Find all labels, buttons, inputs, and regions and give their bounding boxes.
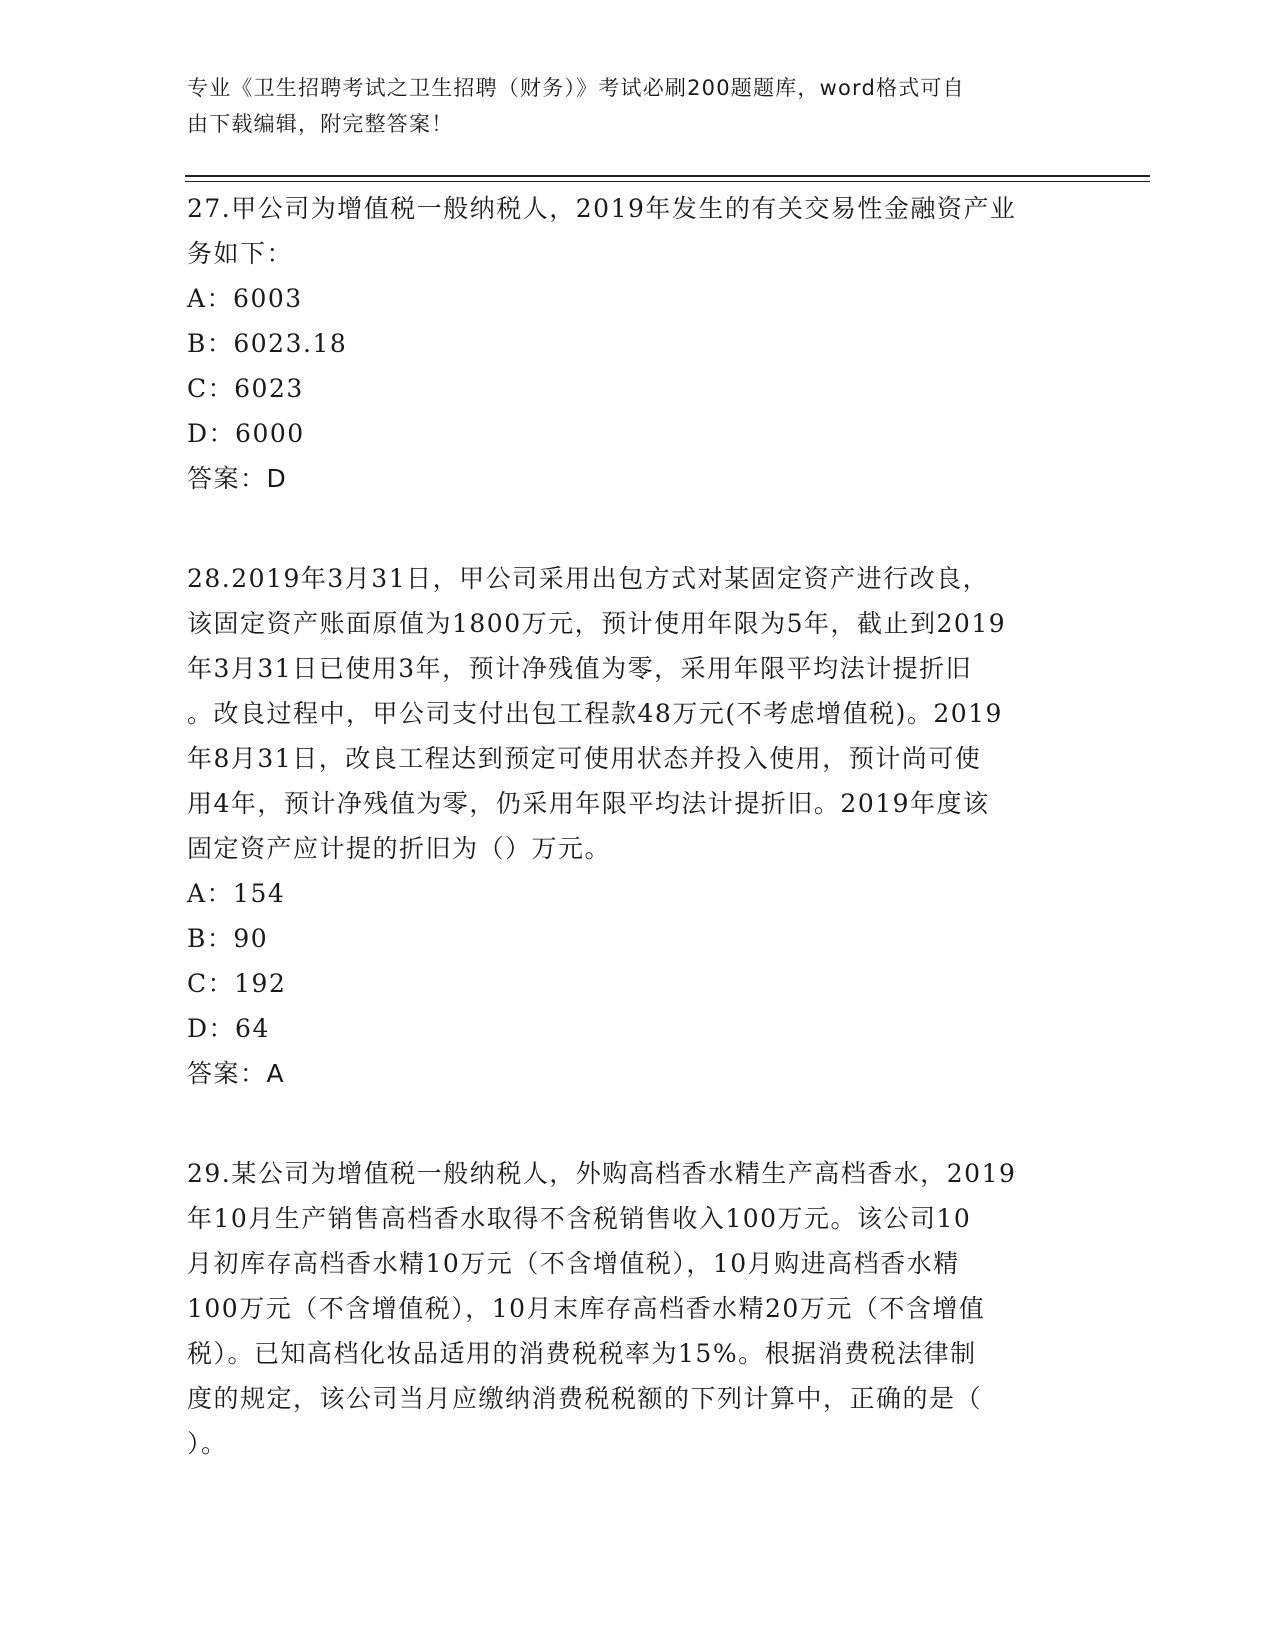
- question-line: 度的规定，该公司当月应缴纳消费税税额的下列计算中，正确的是（: [187, 1384, 983, 1413]
- question-line: 年3月31日已使用3年，预计净残值为零，采用年限平均法计提折旧: [187, 654, 973, 683]
- question-line: 29.某公司为增值税一般纳税人，外购高档香水精生产高档香水，2019: [187, 1159, 1017, 1188]
- header-line-2: 由下载编辑，附完整答案！: [187, 112, 454, 136]
- question-line: 固定资产应计提的折旧为（）万元。: [187, 834, 612, 863]
- question-line: 28.2019年3月31日，甲公司采用出包方式对某固定资产进行改良，: [187, 564, 990, 593]
- option-d: D：64: [187, 1014, 270, 1043]
- question-line: 务如下：: [187, 239, 294, 268]
- header-divider-thin: [185, 181, 1150, 182]
- question-line: 税）。已知高档化妆品适用的消费税税率为15%。根据消费税法律制: [187, 1339, 977, 1368]
- option-a: A：6003: [187, 284, 303, 313]
- option-c: C：192: [187, 969, 287, 998]
- header-divider: [185, 175, 1150, 177]
- answer-line: 答案：A: [187, 1059, 286, 1088]
- question-line: 该固定资产账面原值为1800万元，预计使用年限为5年，截止到2019: [187, 609, 1007, 638]
- header-line-1: 专业《卫生招聘考试之卫生招聘（财务）》考试必刷200题题库，word格式可自: [187, 76, 965, 100]
- spacer: [187, 1096, 1087, 1151]
- question-line: 用4年，预计净残值为零，仍采用年限平均法计提折旧。2019年度该: [187, 789, 990, 818]
- question-line: 100万元（不含增值税），10月末库存高档香水精20万元（不含增值: [187, 1294, 986, 1323]
- question-29: [187, 1151, 1087, 1466]
- question-list: [187, 186, 1087, 1466]
- question-line: 27.甲公司为增值税一般纳税人，2019年发生的有关交易性金融资产业: [187, 194, 1017, 223]
- question-line: 年10月生产销售高档香水取得不含税销售收入100万元。该公司10: [187, 1204, 972, 1233]
- question-28: [187, 556, 1087, 1096]
- document-header: [187, 70, 1067, 142]
- option-c: C：6023: [187, 374, 304, 403]
- question-line: 年8月31日，改良工程达到预定可使用状态并投入使用，预计尚可使: [187, 744, 982, 773]
- option-b: B：90: [187, 924, 269, 953]
- option-b: B：6023.18: [187, 329, 348, 358]
- option-a: A：154: [187, 879, 286, 908]
- spacer: [187, 501, 1087, 556]
- question-27: [187, 186, 1087, 501]
- question-line: 。改良过程中，甲公司支付出包工程款48万元(不考虑增值税)。2019: [187, 699, 1003, 728]
- option-d: D：6000: [187, 419, 305, 448]
- question-line: 月初库存高档香水精10万元（不含增值税），10月购进高档香水精: [187, 1249, 960, 1278]
- answer-line: 答案：D: [187, 464, 288, 493]
- question-line: ）。: [187, 1429, 228, 1458]
